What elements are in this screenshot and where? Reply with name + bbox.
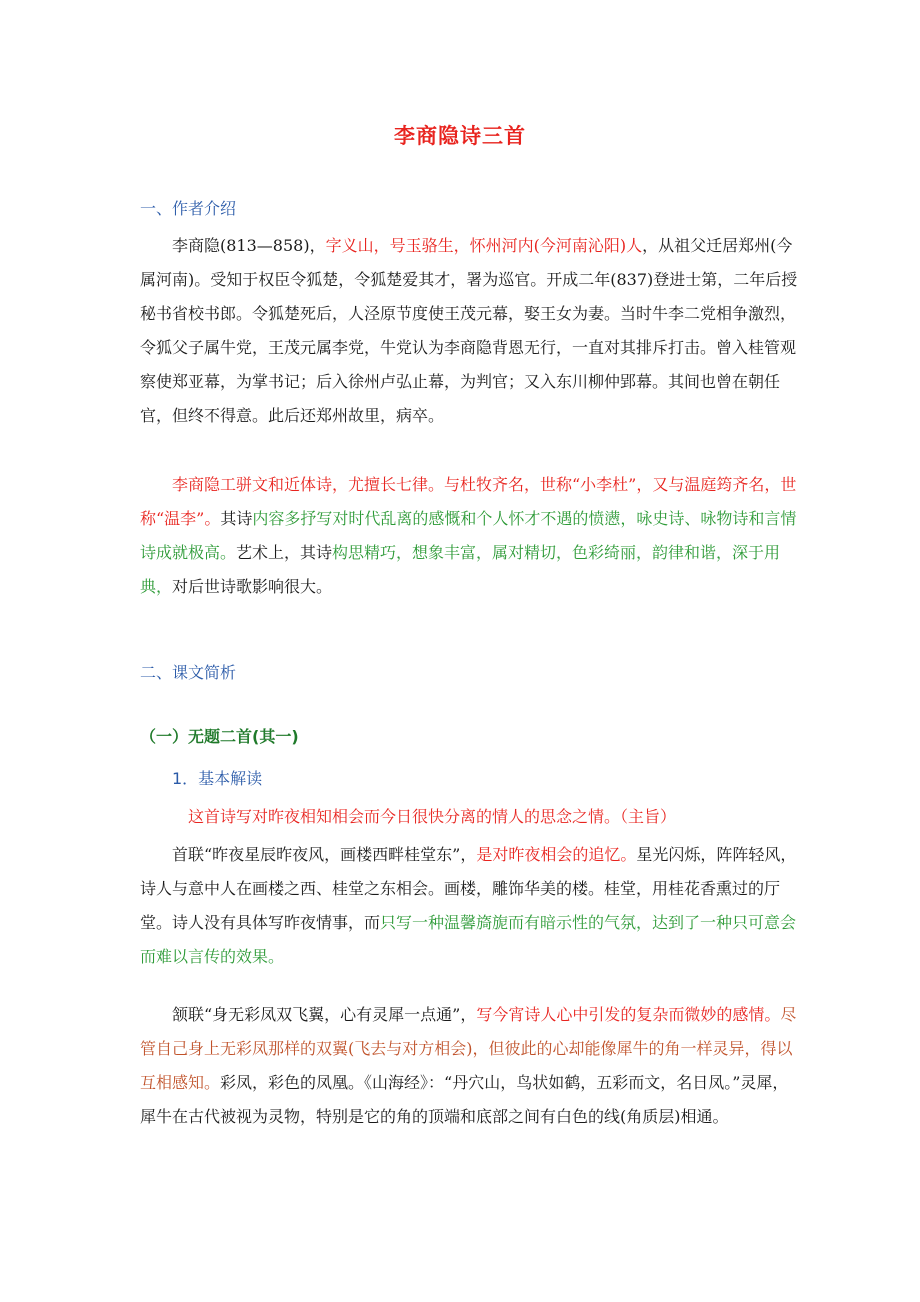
item-heading-basic: 1．基本解读 [172, 769, 263, 788]
section-heading-author: 一、作者介绍 [140, 199, 237, 218]
author-content-highlight: 内容多抒写对时代乱离的感慨和个人怀才不遇的愤懑，咏史诗、咏物诗和言情诗成就极高。 [140, 509, 797, 562]
author-style-text-3: 对后世诗歌影响很大。 [172, 577, 333, 596]
author-bio-text-2: ，从祖父迁居郑州(今属河南)。受知于权臣令狐楚，令狐楚爱其才，署为巡官。开成二年(837)登进士第，二年后授秘书省校书郎。令狐楚死后，人泾原节度使王茂元幕，娶王女为妻。当时牛李二党相争激烈，令狐父子属牛党，王茂元属李党，牛党认为李商隐背恩无行，一直对其排斥打击。曾入桂管观察使郑亚幕，为掌书记；后入徐州卢弘止幕，为判官；又入东川柳仲郢幕。其间也曾在朝任官，但终不得意。此后还郑州故里，病卒。 [140, 236, 798, 425]
author-bio-text-1: 李商隐(813—858)， [172, 236, 326, 255]
couplet2-paragraph [140, 998, 800, 1134]
page-title: 李商隐诗三首 [394, 124, 526, 148]
theme-statement: 这首诗写对昨夜相知相会而今日很快分离的情人的思念之情。（主旨） [188, 807, 677, 826]
poem-subheading: （一）无题二首(其一) [140, 727, 299, 746]
couplet1-paragraph [140, 838, 800, 974]
couplet1-effect-highlight: 只写一种温馨旖旎而有暗示性的气氛，达到了一种只可意会而难以言传的效果。 [140, 913, 797, 966]
couplet1-quote: 首联“昨夜星辰昨夜风，画楼西畔桂堂东”， [172, 845, 477, 864]
couplet1-highlight: 是对昨夜相会的追忆。 [476, 845, 637, 864]
couplet2-highlight: 写今宵诗人心中引发的复杂而微妙的感情。 [476, 1005, 781, 1024]
couplet2-quote: 颔联“身无彩凤双飞翼，心有灵犀一点通”， [172, 1005, 477, 1024]
author-bio-paragraph [140, 229, 800, 433]
section-heading-analysis: 二、课文简析 [140, 663, 237, 682]
author-art-highlight: 构思精巧，想象丰富，属对精切，色彩绮丽，韵律和谐，深于用典， [140, 543, 781, 596]
couplet2-notes: 彩凤，彩色的凤凰。《山海经》：“丹穴山，鸟状如鹤，五彩而文，名日凤。”灵犀，犀牛在古代被视为灵物，特别是它的角的顶端和底部之间有白色的线(角质层)相通。 [140, 1073, 789, 1126]
author-style-highlight: 李商隐工骈文和近体诗，尤擅长七律。与杜牧齐名，世称“小李杜”，又与温庭筠齐名，世称“温李”。 [140, 475, 797, 528]
author-style-paragraph [140, 468, 800, 604]
author-style-text-2: 艺术上，其诗 [236, 543, 333, 562]
couplet1-text: 星光闪烁，阵阵轻风，诗人与意中人在画楼之西、桂堂之东相会。画楼，雕饰华美的楼。桂堂，用桂花香熏过的厅堂。诗人没有具体写昨夜情事，而 [140, 845, 797, 932]
couplet2-meaning-highlight: 尽管自己身上无彩凤那样的双翼(飞去与对方相会)，但彼此的心却能像犀牛的角一样灵异，得以互相感知。 [140, 1005, 797, 1092]
author-style-text-1: 其诗 [220, 509, 253, 528]
author-bio-highlight: 字义山，号玉骆生，怀州河内(今河南沁阳)人 [325, 236, 643, 255]
